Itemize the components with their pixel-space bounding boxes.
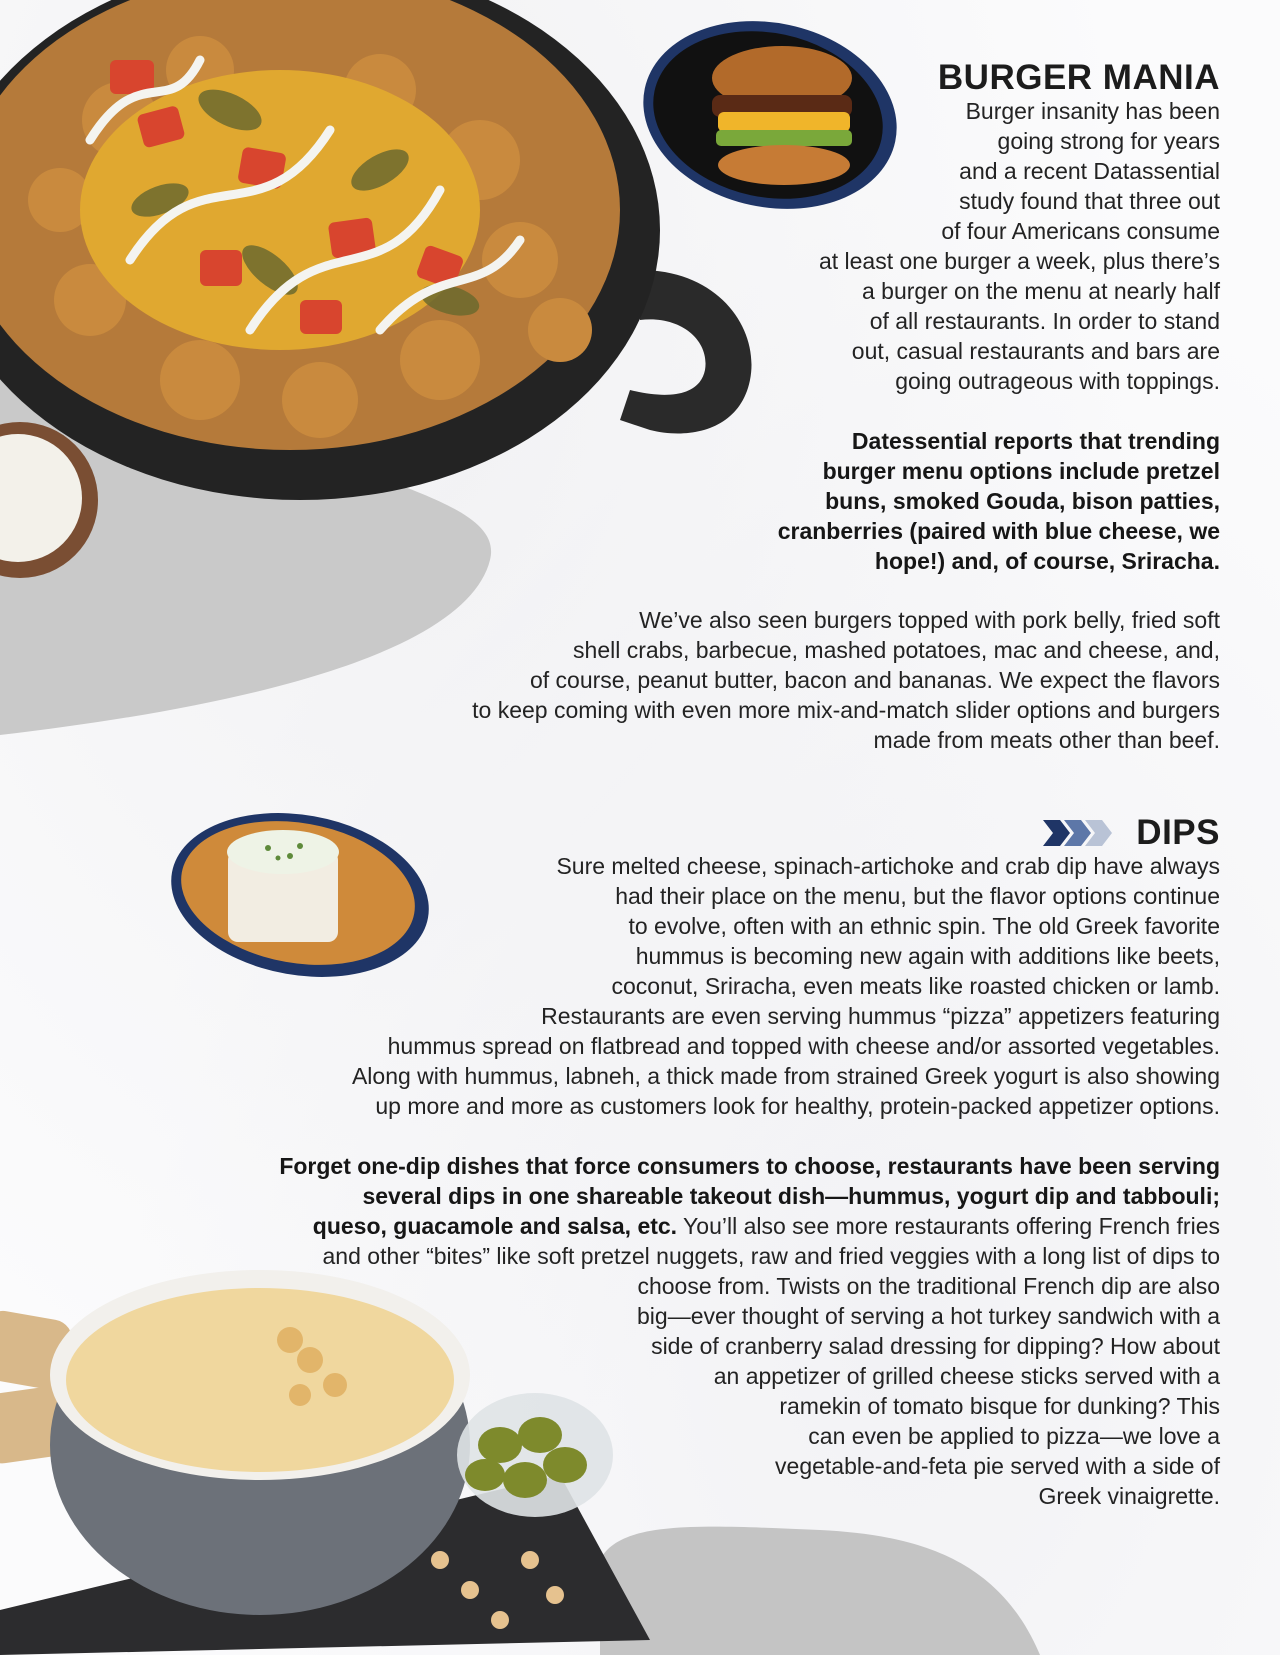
text-line: of four Americans consume <box>941 218 1220 244</box>
gray-background-blob-bottom <box>600 1527 1040 1655</box>
text-line: going strong for years <box>997 128 1220 154</box>
text-line: and other “bites” like soft pretzel nuggets, raw and fried veggies with a long list of dips to <box>322 1243 1220 1269</box>
text-line: ramekin of tomato bisque for dunking? This <box>779 1393 1220 1419</box>
text-line: of all restaurants. In order to stand <box>869 308 1220 334</box>
text-line: can even be applied to pizza—we love a <box>808 1423 1220 1449</box>
text-line: burger menu options include pretzel <box>822 458 1220 484</box>
text-line: Datessential reports that trending <box>851 428 1220 454</box>
text-line: Restaurants are even serving hummus “pizza” appetizers featuring <box>541 1003 1220 1029</box>
text-line: hummus is becoming new again with additions like beets, <box>635 943 1220 969</box>
text-line: choose from. Twists on the traditional French dip are also <box>637 1273 1220 1299</box>
text-line: made from meats other than beef. <box>873 727 1220 753</box>
text-line: coconut, Sriracha, even meats like roasted chicken or lamb. <box>611 973 1220 999</box>
regular-fragment: You’ll also see more restaurants offering French fries <box>677 1213 1220 1239</box>
dips-second-paragraph <box>279 1151 1220 1511</box>
dips-heading: DIPS <box>1136 813 1220 852</box>
mixed-text-line <box>279 1211 1220 1241</box>
burger-mania-heading: BURGER MANIA <box>937 58 1220 97</box>
text-line: an appetizer of grilled cheese sticks served with a <box>713 1363 1220 1389</box>
text-line: hope!) and, of course, Sriracha. <box>874 548 1220 574</box>
text-line: Along with hummus, labneh, a thick made from strained Greek yogurt is also showing <box>351 1063 1220 1089</box>
tater-tot-skillet-photo <box>0 0 752 500</box>
text-line: buns, smoked Gouda, bison patties, <box>825 488 1220 514</box>
text-line: going outrageous with toppings. <box>895 368 1220 394</box>
dips-intro-paragraph <box>352 851 1220 1121</box>
text-line: hummus spread on flatbread and topped with cheese and/or assorted vegetables. <box>387 1033 1220 1059</box>
text-line: at least one burger a week, plus there’s <box>818 248 1220 274</box>
bold-fragment: queso, guacamole and salsa, etc. <box>312 1213 678 1239</box>
triple-chevron-icon <box>1043 820 1112 846</box>
text-line: study found that three out <box>959 188 1220 214</box>
text-line: and a recent Datassential <box>959 158 1220 184</box>
text-line: We’ve also seen burgers topped with pork belly, fried soft <box>639 607 1220 633</box>
text-line: Burger insanity has been <box>965 98 1220 124</box>
text-line: to keep coming with even more mix-and-match slider options and burgers <box>472 697 1220 723</box>
text-line: a burger on the menu at nearly half <box>861 278 1220 304</box>
text-line: out, casual restaurants and bars are <box>851 338 1220 364</box>
burger-highlight-paragraph <box>778 426 1220 576</box>
text-line: vegetable-and-feta pie served with a side of <box>775 1453 1220 1479</box>
text-line: side of cranberry salad dressing for dipping? How about <box>651 1333 1220 1359</box>
burger-intro-paragraph <box>819 96 1220 396</box>
text-line: several dips in one shareable takeout dish—hummus, yogurt dip and tabbouli; <box>362 1183 1220 1209</box>
text-line: up more and more as customers look for healthy, protein-packed appetizer options. <box>375 1093 1220 1119</box>
text-line: cranberries (paired with blue cheese, we <box>777 518 1220 544</box>
text-line: had their place on the menu, but the flavor options continue <box>615 883 1220 909</box>
text-line: of course, peanut butter, bacon and bananas. We expect the flavors <box>529 667 1220 693</box>
text-line: Greek vinaigrette. <box>1038 1483 1220 1509</box>
text-line: Forget one-dip dishes that force consumers to choose, restaurants have been serving <box>279 1153 1220 1179</box>
text-line: shell crabs, barbecue, mashed potatoes, mac and cheese, and, <box>573 637 1220 663</box>
text-line: Sure melted cheese, spinach-artichoke and crab dip have always <box>556 853 1220 879</box>
text-line: big—ever thought of serving a hot turkey sandwich with a <box>637 1303 1220 1329</box>
text-line: to evolve, often with an ethnic spin. The old Greek favorite <box>628 913 1220 939</box>
burger-closing-paragraph <box>472 605 1220 755</box>
